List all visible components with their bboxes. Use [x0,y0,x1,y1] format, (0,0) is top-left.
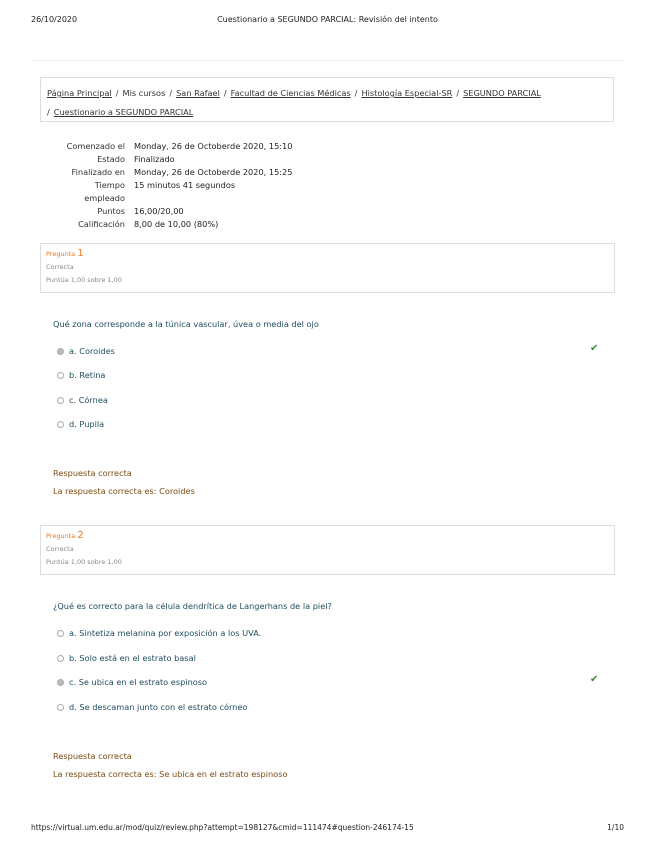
check-icon: ✔ [590,343,599,354]
answer-label: a. Coroides [69,346,115,356]
print-url: https://virtual.um.edu.ar/mod/quiz/review.php?attempt=198127&cmid=111474#question-246174-15 [31,823,414,832]
check-icon: ✔ [590,674,599,685]
answer-option[interactable] [57,628,261,638]
summary-value: 8,00 de 10,00 (80%) [134,219,219,229]
answer-option[interactable] [57,370,105,380]
breadcrumb-separator: / [223,88,227,98]
breadcrumb-my-courses: Mis cursos [122,88,166,98]
page-number: 1/10 [607,823,624,832]
breadcrumb-separator: / [169,88,173,98]
answer-label: c. Córnea [69,395,108,405]
question-score: Puntúa 1,00 sobre 1,00 [46,558,122,566]
feedback-right-answer: La respuesta correcta es: Coroides [53,486,195,496]
radio-icon[interactable] [57,348,64,355]
answer-option[interactable] [57,677,207,687]
summary-key: Comenzado el [66,141,125,151]
summary-value: 16,00/20,00 [134,206,184,216]
question-text: ¿Qué es correcto para la célula dendrítica de Langerhans de la piel? [53,601,332,611]
summary-value: 15 minutos 41 segundos [134,180,236,190]
breadcrumb-section[interactable]: SEGUNDO PARCIAL [463,88,541,98]
question-info-1 [40,243,615,293]
question-label [46,247,609,261]
summary-key: Calificación [78,219,125,229]
answer-label: b. Solo está en el estrato basal [69,653,196,663]
summary-row [50,179,295,205]
summary-key: Puntos [97,206,125,216]
answer-option[interactable] [57,395,108,405]
summary-row [50,140,295,153]
breadcrumb [40,77,614,122]
print-date: 26/10/2020 [31,15,78,24]
summary-row [50,205,295,218]
radio-icon[interactable] [57,397,64,404]
radio-icon[interactable] [57,679,64,686]
answer-option[interactable] [57,346,115,356]
summary-key: Tiempo empleado [84,180,125,203]
answer-option[interactable] [57,653,196,663]
breadcrumb-separator: / [456,88,460,98]
question-label-text: Pregunta [46,250,76,258]
answer-label: a. Sintetiza melanina por exposición a los UVA. [69,628,262,638]
answer-label: c. Se ubica en el estrato espinoso [69,677,208,687]
radio-icon[interactable] [57,421,64,428]
breadcrumb-separator: / [47,107,50,117]
divider [31,60,624,61]
breadcrumb-home[interactable]: Página Principal [47,88,112,98]
breadcrumb-separator: / [115,88,119,98]
breadcrumb-course[interactable]: Histología Especial-SR [361,88,453,98]
answer-label: d. Se descaman junto con el estrato córneo [69,702,248,712]
breadcrumb-separator: / [354,88,358,98]
summary-row [50,218,295,231]
summary-key: Estado [97,154,125,164]
summary-value: Finalizado [134,154,175,164]
summary-row [50,166,295,179]
breadcrumb-faculty[interactable]: Facultad de Ciencias Médicas [230,88,351,98]
question-state: Correcta [46,545,74,553]
summary-key: Finalizado en [71,167,125,177]
summary-row [50,153,295,166]
feedback-general: Respuesta correcta [53,751,132,761]
radio-icon[interactable] [57,655,64,662]
attempt-summary [50,140,295,231]
question-info-2 [40,525,615,575]
answer-label: b. Retina [69,370,106,380]
radio-icon[interactable] [57,704,64,711]
print-title: Cuestionario a SEGUNDO PARCIAL: Revisión del intento [217,15,438,24]
radio-icon[interactable] [57,630,64,637]
question-label [46,529,609,543]
question-number: 2 [77,530,84,541]
question-state: Correcta [46,263,74,271]
question-text: Qué zona corresponde a la túnica vascular, úvea o media del ojo [53,319,319,329]
radio-icon[interactable] [57,372,64,379]
question-label-text: Pregunta [46,532,76,540]
question-score: Puntúa 1,00 sobre 1,00 [46,276,122,284]
breadcrumb-san-rafael[interactable]: San Rafael [176,88,220,98]
feedback-right-answer: La respuesta correcta es: Se ubica en el estrato espinoso [53,769,288,779]
summary-value: Monday, 26 de Octoberde 2020, 15:10 [134,141,293,151]
answer-option[interactable] [57,419,104,429]
answer-option[interactable] [57,702,247,712]
feedback-general: Respuesta correcta [53,468,132,478]
answer-label: d. Pupila [69,419,105,429]
breadcrumb-quiz[interactable]: Cuestionario a SEGUNDO PARCIAL [53,107,194,117]
summary-value: Monday, 26 de Octoberde 2020, 15:25 [134,167,293,177]
question-number: 1 [77,248,84,259]
